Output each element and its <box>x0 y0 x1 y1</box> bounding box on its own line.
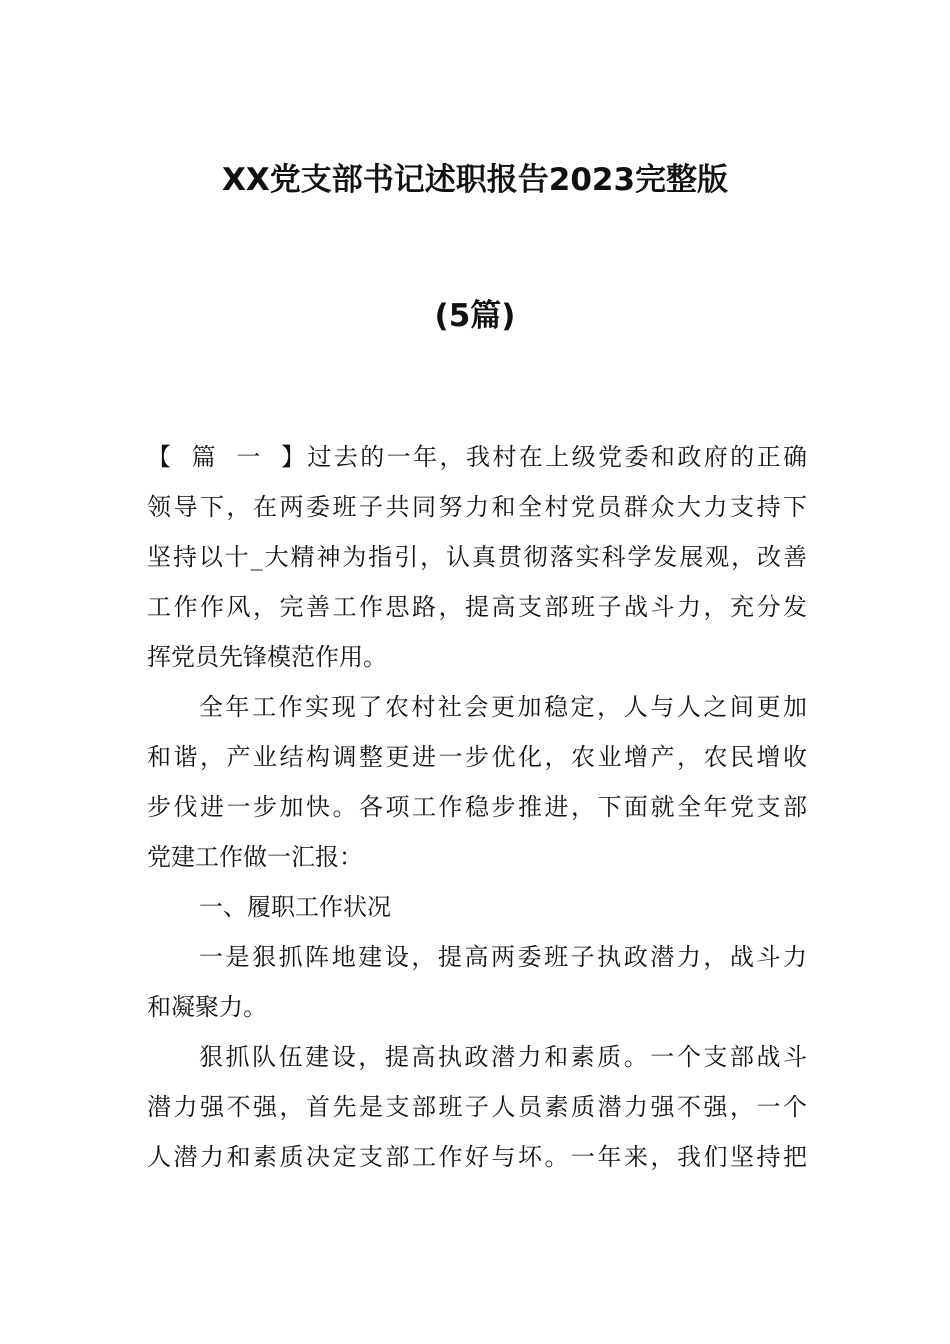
paragraph-line: 一是狠抓阵地建设，提高两委班子执政潜力，战斗力 <box>199 943 807 971</box>
paragraph-line: 挥党员先锋模范作用。 <box>147 643 387 671</box>
paragraph-text: 过去的一年，我村在上级党委和政府的正确 <box>305 443 807 471</box>
paragraph-line: 步伐进一步加快。各项工作稳步推进，下面就全年党支部 <box>147 793 807 821</box>
paragraph-line: 人潜力和素质决定支部工作好与坏。一年来，我们坚持把 <box>147 1143 807 1171</box>
paragraph-line: 党建工作做一汇报： <box>147 843 363 871</box>
paragraph-line: 和谐，产业结构调整更进一步优化，农业增产，农民增收 <box>147 743 807 771</box>
document-title: XX党支部书记述职报告2023完整版 <box>221 162 729 198</box>
paragraph-line: 和凝聚力。 <box>147 993 267 1021</box>
document-body <box>147 432 807 1182</box>
paragraph-line: 全年工作实现了农村社会更加稳定，人与人之间更加 <box>199 693 807 721</box>
paragraph-line <box>147 432 807 482</box>
paragraph-line: 坚持以十_大精神为指引，认真贯彻落实科学发展观，改善 <box>147 543 807 571</box>
paragraph-line: 工作作风，完善工作思路，提高支部班子战斗力，充分发 <box>147 593 807 621</box>
section-tag: 【篇一】 <box>147 443 305 471</box>
section-heading: 一、履职工作状况 <box>199 893 391 921</box>
paragraph-line: 领导下，在两委班子共同努力和全村党员群众大力支持下 <box>147 493 807 521</box>
document-subtitle: (5篇) <box>434 298 516 334</box>
paragraph-line: 狠抓队伍建设，提高执政潜力和素质。一个支部战斗 <box>199 1043 807 1071</box>
paragraph-line: 潜力强不强，首先是支部班子人员素质潜力强不强，一个 <box>147 1093 807 1121</box>
